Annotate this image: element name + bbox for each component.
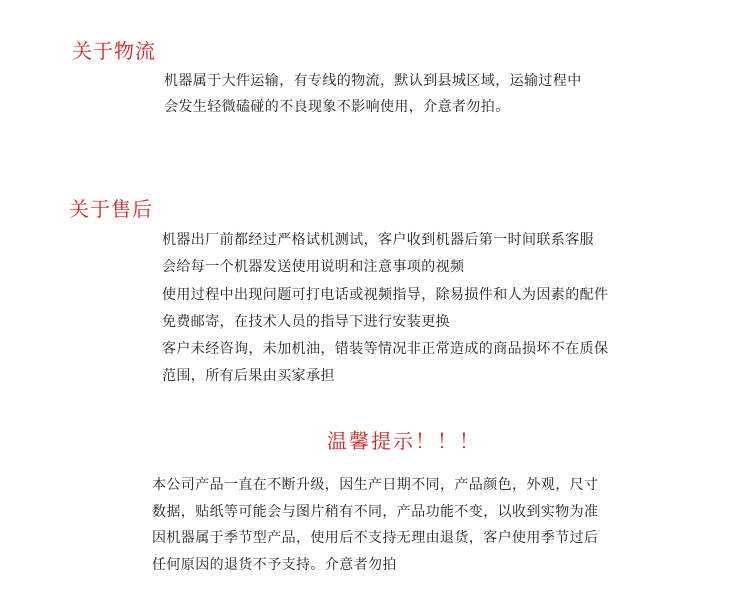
after-sales-line: 免费邮寄，在技术人员的指导下进行安装更换 xyxy=(162,313,450,330)
reminder-line: 因机器属于季节型产品，使用后不支持无理由退货，客户使用季节过后 xyxy=(152,530,599,546)
after-sales-heading: 关于售后 xyxy=(69,197,153,221)
logistics-heading: 关于物流 xyxy=(72,39,156,63)
reminder-heading: 温馨提示！！！ xyxy=(327,429,481,453)
reminder-paragraph xyxy=(152,472,598,578)
reminder-line: 本公司产品一直在不断升级，因生产日期不同，产品颜色，外观，尺寸 xyxy=(152,477,599,493)
logistics-paragraph xyxy=(164,68,582,120)
logistics-line: 机器属于大件运输，有专线的物流，默认到县城区域，运输过程中 xyxy=(164,73,582,89)
after-sales-line: 使用过程中出现问题可打电话或视频指导，除易损件和人为因素的配件 xyxy=(162,286,609,303)
after-sales-paragraph xyxy=(162,227,608,391)
after-sales-line: 客户未经咨询，未加机油，错装等情况非正常造成的商品损坏不在质保 xyxy=(162,341,609,358)
reminder-line: 数据，贴纸等可能会与图片稍有不同，产品功能不变，以收到实物为准 xyxy=(152,503,599,520)
after-sales-line: 机器出厂前都经过严格试机测试，客户收到机器后第一时间联系客服 xyxy=(162,232,594,248)
after-sales-line: 范围，所有后果由买家承担 xyxy=(162,368,335,385)
logistics-line: 会发生轻微磕碰的不良现象不影响使用，介意者勿拍。 xyxy=(164,99,510,115)
reminder-line: 任何原因的退货不予支持。介意者勿拍 xyxy=(152,556,397,573)
after-sales-line: 会给每一个机器发送使用说明和注意事项的视频 xyxy=(162,259,465,276)
